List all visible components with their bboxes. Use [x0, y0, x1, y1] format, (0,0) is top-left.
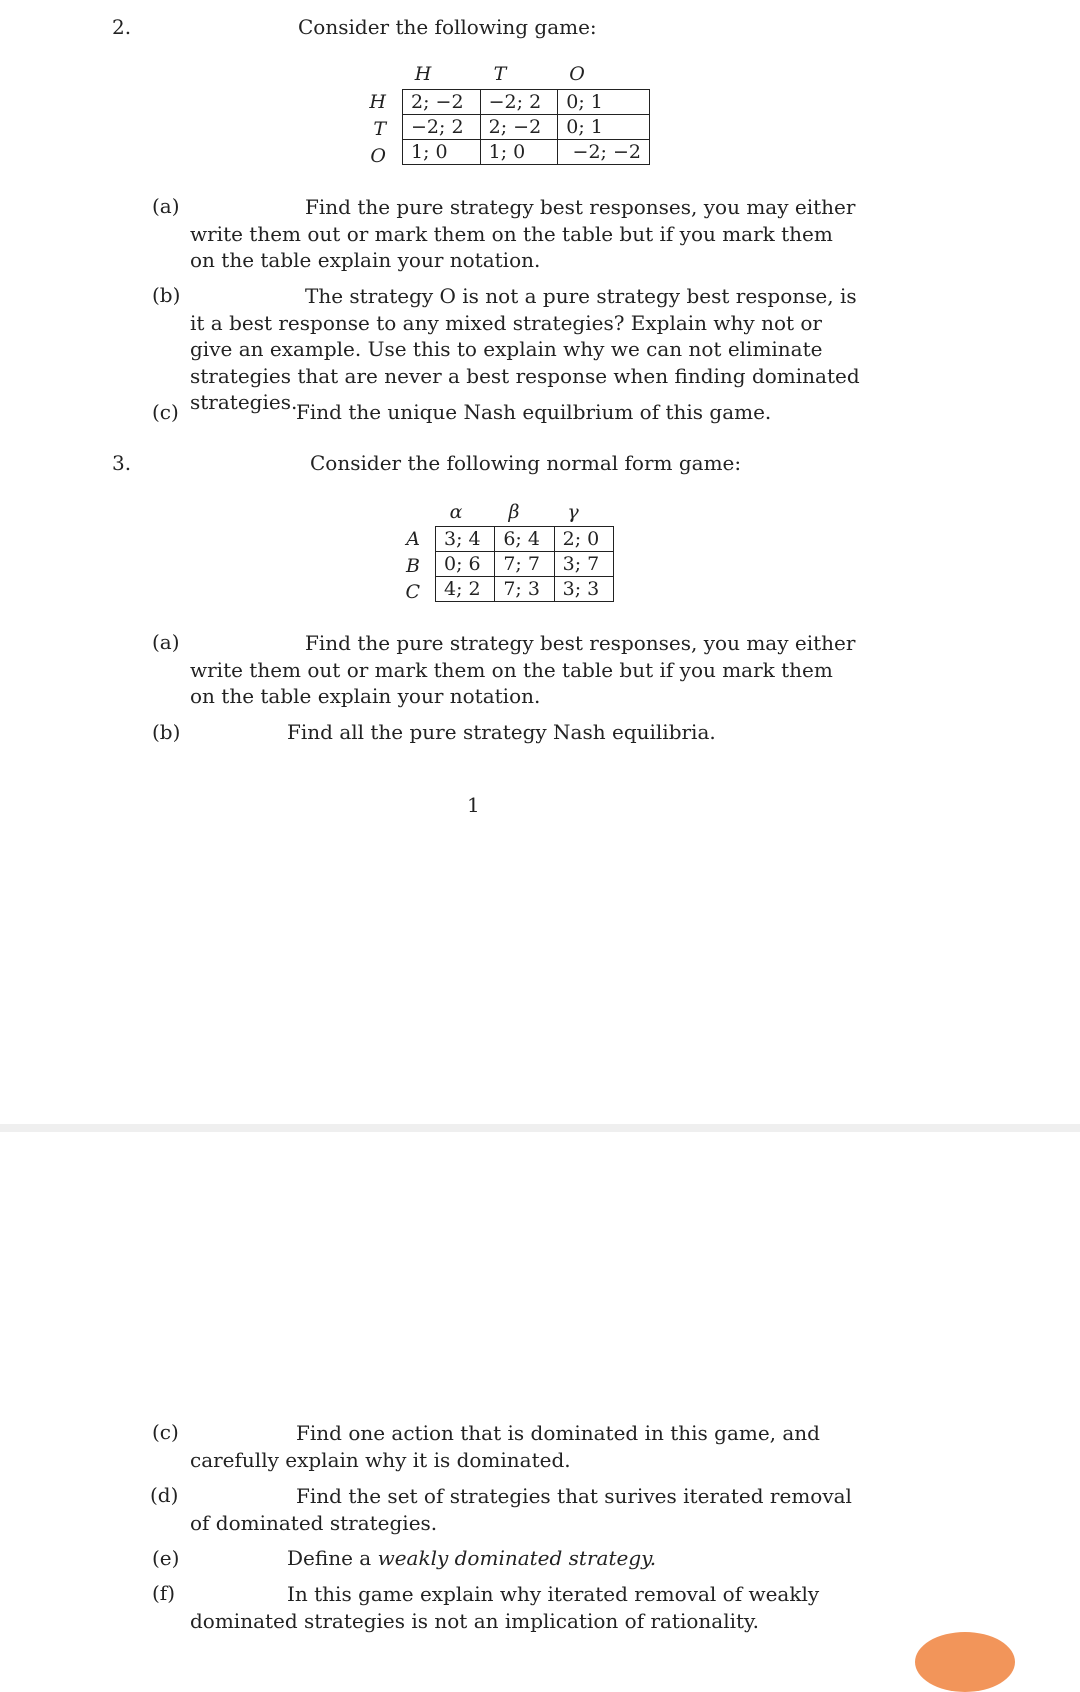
- col-label-beta: β: [508, 501, 520, 523]
- payoff-cell: 2; −2: [480, 115, 558, 140]
- row-label-a: A: [406, 528, 420, 550]
- part-label-3f: (f): [152, 1581, 176, 1605]
- row-label-h: H: [369, 91, 386, 113]
- row-label-t: T: [373, 118, 386, 140]
- part-label-3e: (e): [152, 1546, 180, 1570]
- payoff-cell: 0; 6: [436, 552, 495, 577]
- payoff-cell: 4; 2: [436, 577, 495, 602]
- col-label-gamma: γ: [567, 501, 579, 523]
- payoff-cell: 1; 0: [403, 140, 481, 165]
- payoff-cell: −2; 2: [403, 115, 481, 140]
- question-3d-text: Find the set of strategies that surives iterated removal of dominated strategies.: [190, 1484, 852, 1535]
- question-2b-text: The strategy O is not a pure strategy best response, is it a best response to any mixed strategies? Explain why not or give an example. Use this to explain why we can not eliminate strategies that are never a best response when finding dominated strategies.: [190, 284, 860, 414]
- payoff-cell: 3; 3: [554, 577, 613, 602]
- payoff-cell: −2; −2: [558, 140, 650, 165]
- question-2-number: 2.: [112, 15, 132, 39]
- part-label-2b: (b): [152, 283, 181, 307]
- payoff-cell: 2; 0: [554, 527, 613, 552]
- part-label-2c: (c): [152, 400, 179, 424]
- floating-action-button[interactable]: [915, 1632, 1015, 1692]
- col-label-h: H: [414, 63, 432, 85]
- question-3e-text: Define a weakly dominated strategy.: [287, 1546, 657, 1570]
- part-label-3b: (b): [152, 720, 181, 744]
- question-2c-text: Find the unique Nash equilbrium of this game.: [296, 400, 772, 424]
- payoff-cell: 7; 7: [495, 552, 554, 577]
- part-label-3c: (c): [152, 1420, 179, 1444]
- col-label-o: O: [569, 63, 585, 85]
- payoff-cell: 0; 1: [558, 90, 650, 115]
- question-3c-text: Find one action that is dominated in this game, and carefully explain why it is dominated.: [190, 1421, 820, 1472]
- page-break: [0, 1124, 1080, 1132]
- payoff-cell: 1; 0: [480, 140, 558, 165]
- payoff-cell: 3; 7: [554, 552, 613, 577]
- row-label-c: C: [405, 581, 420, 603]
- payoff-cell: 0; 1: [558, 115, 650, 140]
- row-label-b: B: [406, 555, 420, 577]
- part-label-3a: (a): [152, 630, 180, 654]
- payoff-cell: 3; 4: [436, 527, 495, 552]
- payoff-cell: 7; 3: [495, 577, 554, 602]
- question-2-intro: Consider the following game:: [298, 15, 597, 39]
- question-2a-text: Find the pure strategy best responses, you may either write them out or mark them on the table but if you mark them on the table explain your notation.: [190, 195, 856, 272]
- row-label-o: O: [370, 145, 386, 167]
- page-number: 1: [467, 793, 480, 817]
- question-3f-text: In this game explain why iterated removal of weakly dominated strategies is not an implication of rationality.: [190, 1582, 820, 1633]
- part-label-3d: (d): [150, 1483, 179, 1507]
- question-3-number: 3.: [112, 451, 132, 475]
- payoff-cell: 2; −2: [403, 90, 481, 115]
- question-3b-text: Find all the pure strategy Nash equilibria.: [287, 720, 716, 744]
- col-label-alpha: α: [449, 501, 463, 523]
- question-3-intro: Consider the following normal form game:: [310, 451, 742, 475]
- question-3a-text: Find the pure strategy best responses, you may either write them out or mark them on the table but if you mark them on the table explain your notation.: [190, 631, 856, 708]
- col-label-t: T: [493, 63, 507, 85]
- payoff-cell: −2; 2: [480, 90, 558, 115]
- part-label-2a: (a): [152, 194, 180, 218]
- payoff-cell: 6; 4: [495, 527, 554, 552]
